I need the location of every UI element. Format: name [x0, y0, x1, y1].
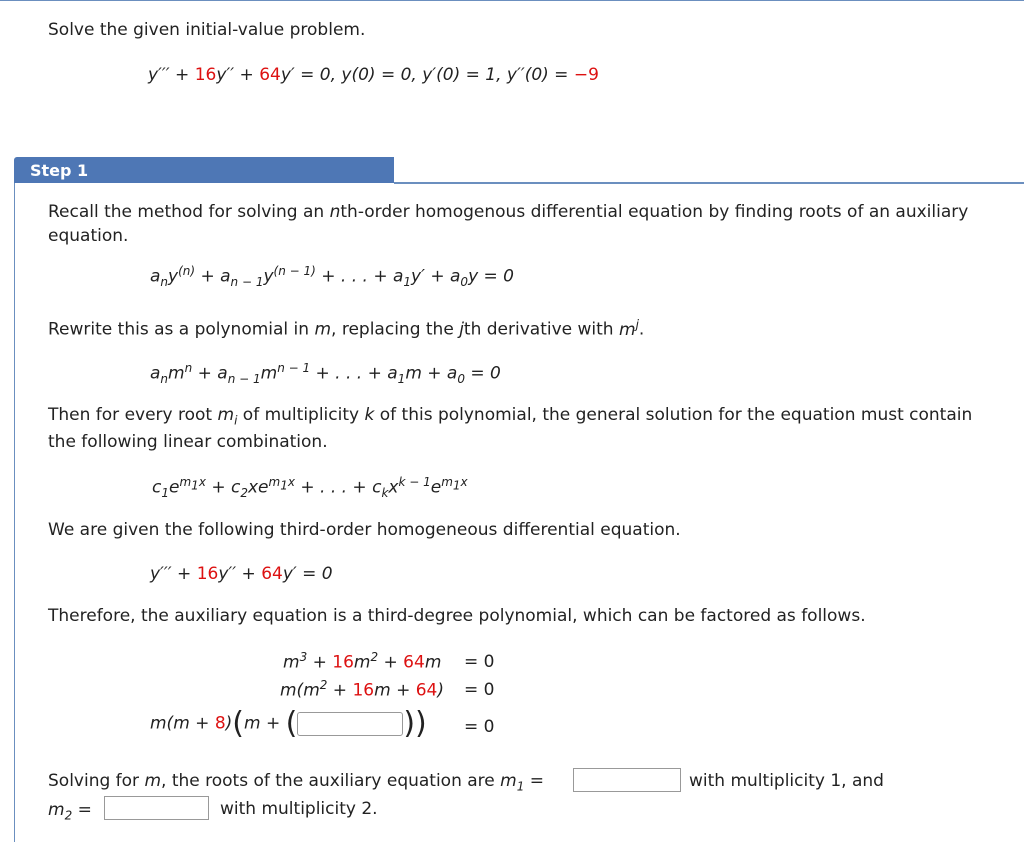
given-equation: y′′′ + 16y′′ + 64y′ = 0: [150, 564, 333, 584]
auxiliary-factored-1-eq: = 0: [464, 680, 495, 700]
recall-text-cont: equation.: [48, 226, 129, 246]
step-label: Step 1: [30, 161, 89, 180]
problem-equation: y′′′ + 16y′′ + 64y′ = 0, y(0) = 0, y′(0) = 1, y′′(0) = −9: [148, 65, 599, 85]
auxiliary-factored-2: m(m + 8)(m + ( )): [150, 706, 427, 741]
problem-instruction: Solve the given initial-value problem.: [48, 20, 366, 40]
solving-text: Solving for m, the roots of the auxiliary equation are $m_1$ =: [48, 771, 545, 794]
linear-combination: $c_1e^{m_1x} + c_2xe^{m_1x}$ + . . . + $c_kx^{k - 1}e^{m_1x}$: [152, 475, 468, 501]
top-border: [0, 0, 1024, 1]
step-left-border: [14, 183, 15, 842]
auxiliary-poly: $m^3 + 16m^2 + 64m$: [283, 650, 442, 673]
auxiliary-factored-1: $m(m^2 + 16m + 64)$: [280, 678, 445, 701]
auxiliary-poly-eq: = 0: [464, 652, 495, 672]
then-text-cont: the following linear combination.: [48, 432, 328, 452]
m2-input[interactable]: [104, 796, 209, 820]
then-text: Then for every root $m_i$ of multiplicity k of this polynomial, the general solution for the equation must contain: [48, 405, 973, 428]
rewrite-text: Rewrite this as a polynomial in m, replacing the jth derivative with $m^j$.: [48, 317, 645, 340]
therefore-text: Therefore, the auxiliary equation is a third-degree polynomial, which can be factored as follows.: [48, 606, 866, 626]
auxiliary-factored-2-eq: = 0: [464, 717, 495, 737]
recall-text: Recall the method for solving an nth-order homogenous differential equation by finding roots of an auxiliary: [48, 202, 969, 222]
step-divider: [394, 182, 1024, 184]
m1-input[interactable]: [573, 768, 681, 792]
general-equation: $a_ny^{(n)} + a_{n - 1}y^{(n - 1)}$ + . . . + $a_1y' + a_0y = 0$: [150, 264, 514, 290]
solving-text-mult1: with multiplicity 1, and: [689, 771, 884, 791]
polynomial-equation: $a_nm^n + a_{n - 1}m^{n - 1}$ + . . . + $a_1m + a_0 = 0$: [150, 361, 501, 387]
inner-factor-input[interactable]: [297, 712, 403, 736]
solving-text-mult2: with multiplicity 2.: [220, 799, 378, 819]
given-text: We are given the following third-order homogeneous differential equation.: [48, 520, 681, 540]
m2-label: $m_2$ =: [48, 800, 92, 823]
